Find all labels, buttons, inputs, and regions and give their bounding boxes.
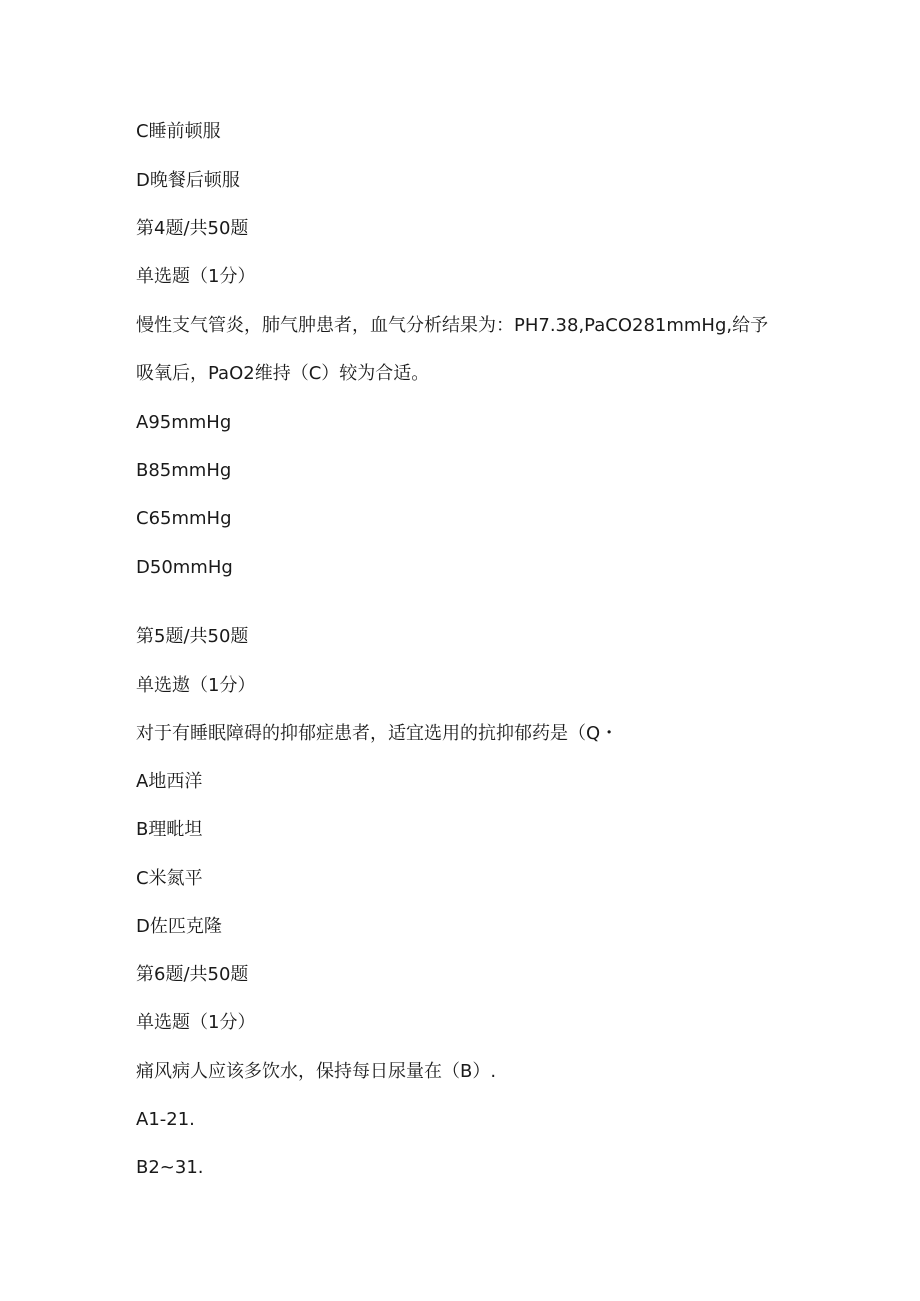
question-type-5: 单选遨（1分） <box>136 675 256 696</box>
option-d-q3: D晚餐后顿服 <box>136 170 240 191</box>
option-a-q4: A95mmHg <box>136 412 232 433</box>
option-b-q6: B2~31. <box>136 1157 204 1178</box>
option-c-q3: C睡前顿服 <box>136 121 221 142</box>
question-stem-6: 痛风病人应该多饮水，保持每日尿量在（B）. <box>136 1061 497 1082</box>
option-d-q5: D佐匹克隆 <box>136 916 222 937</box>
option-b-q4: B85mmHg <box>136 460 232 481</box>
option-a-q6: A1-21. <box>136 1109 195 1130</box>
option-a-q5: A地西洋 <box>136 771 203 792</box>
question-number-5: 第5题/共50题 <box>136 626 249 647</box>
option-c-q5: C米氮平 <box>136 868 203 889</box>
option-c-q4: C65mmHg <box>136 508 232 529</box>
question-type-6: 单选题（1分） <box>136 1012 256 1033</box>
question-type-4: 单选题（1分） <box>136 266 256 287</box>
option-d-q4: D50mmHg <box>136 557 233 578</box>
question-number-4: 第4题/共50题 <box>136 218 249 239</box>
question-stem-4-line-2: 吸氧后，PaO2维持（C）较为合适。 <box>136 363 430 384</box>
question-stem-4-line-1: 慢性支气管炎，肺气肿患者，血气分析结果为：PH7.38,PaCO281mmHg,给予 <box>136 315 769 336</box>
question-stem-5: 对于有睡眠障碍的抑郁症患者，适宜选用的抗抑郁药是（Q・ <box>136 723 619 744</box>
option-b-q5: B理毗坦 <box>136 819 203 840</box>
question-number-6: 第6题/共50题 <box>136 964 249 985</box>
